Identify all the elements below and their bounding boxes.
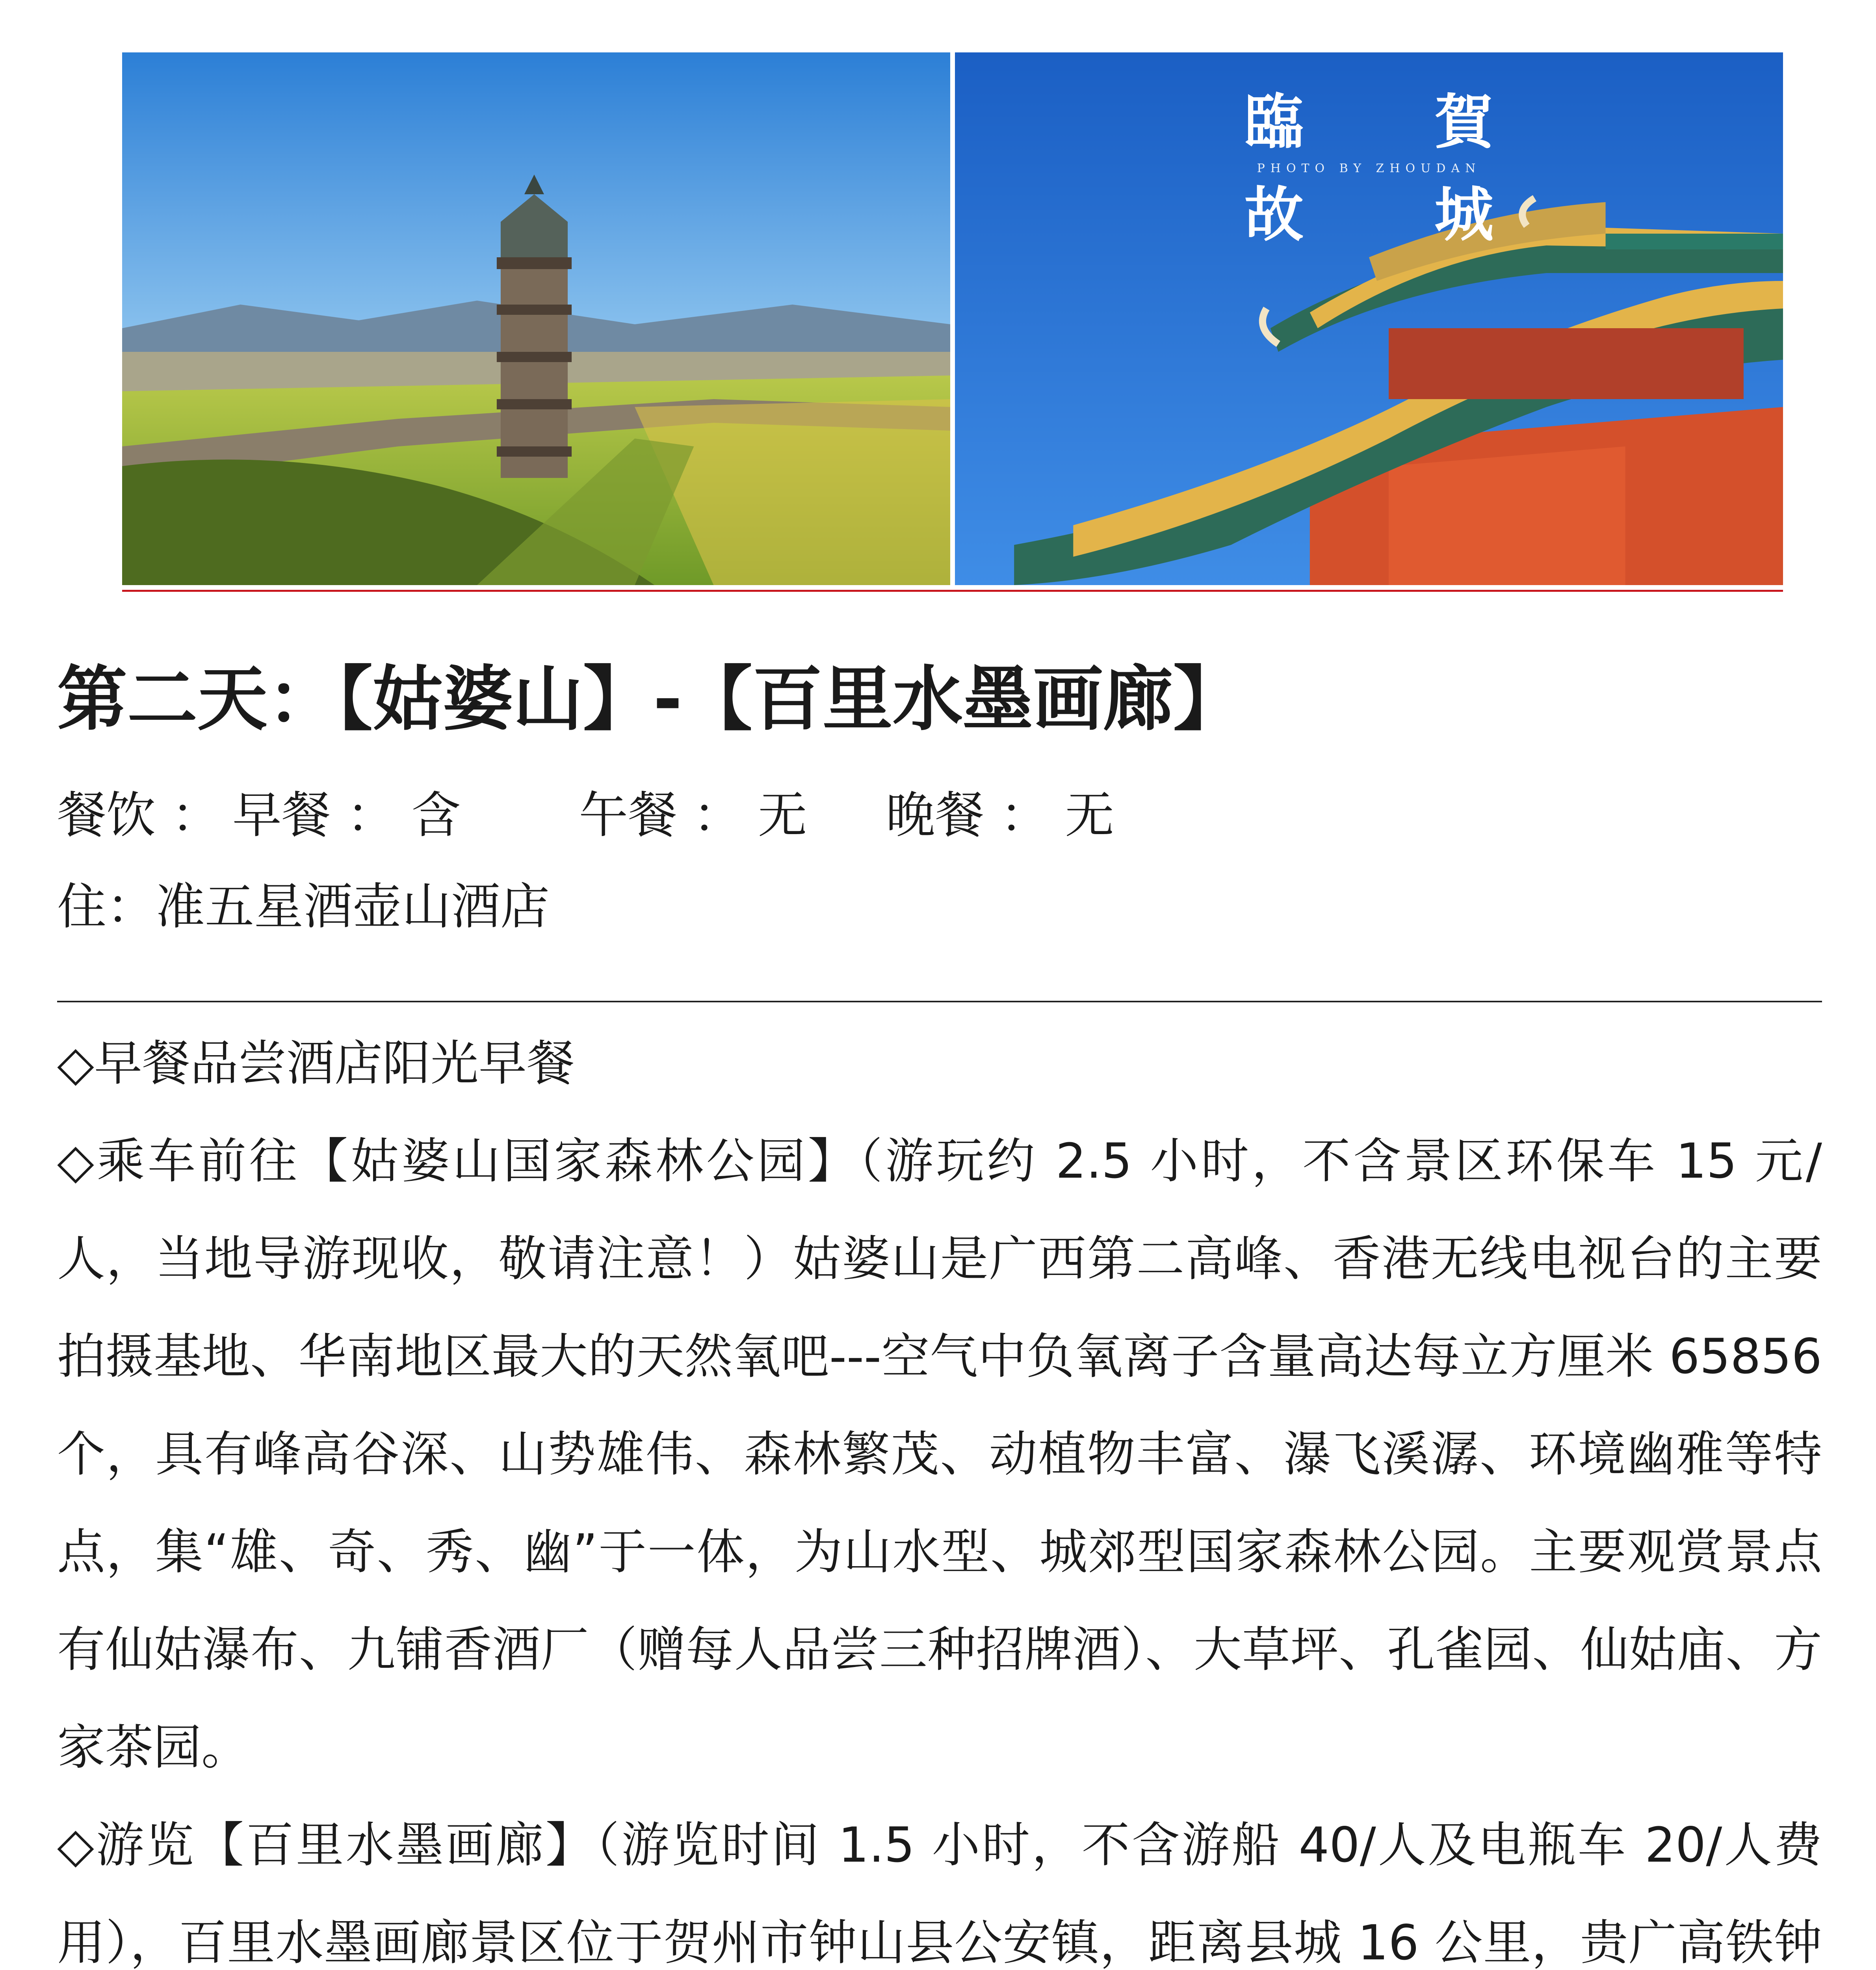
red-divider-line	[122, 590, 1783, 592]
meals-label: 餐饮 ：	[57, 787, 221, 844]
meal-lunch: 午餐 ： 无	[579, 787, 807, 844]
linhe-ancient-city-stamp	[1244, 87, 1549, 249]
itinerary-item-ink-gallery: ◇游览【百里水墨画廊】（游览时间 1.5 小时，不含游船 40/人及电瓶车 20/人费用），百里水墨画廊景区位于贺州市钟山县公安镇，距离县城 16 公里，贵广高铁钟	[57, 1817, 1822, 1970]
photo-strip	[122, 52, 1783, 585]
itinerary-body	[57, 1015, 1822, 1970]
photo-ancient-pagoda	[122, 52, 950, 585]
itinerary-item-breakfast: ◇早餐品尝酒店阳光早餐	[57, 1035, 575, 1091]
photo-linhe-ancient-city	[955, 52, 1783, 585]
accommodation: 住：准五星酒壶山酒店	[57, 878, 550, 935]
section-divider	[57, 1001, 1822, 1002]
stamp-line-3: 故 城	[1244, 180, 1549, 249]
day-title: 第二天：【姑婆山】-【百里水墨画廊】	[57, 658, 1243, 740]
meal-dinner: 晚餐 ： 无	[886, 787, 1114, 844]
meals-row	[57, 784, 1114, 847]
pagoda-landscape-image	[122, 52, 950, 585]
stamp-credit: PHOTO BY ZHOUDAN	[1257, 162, 1481, 175]
pagoda-icon	[497, 175, 572, 478]
stamp-line-1: 臨 賀	[1244, 87, 1549, 157]
itinerary-item-gupo-mountain: ◇乘车前往【姑婆山国家森林公园】（游玩约 2.5 小时，不含景区环保车 15 元/人，当地导游现收，敬请注意！）姑婆山是广西第二高峰、香港无线电视台的主要拍摄基地、华南地区最大的天然氧吧---空气中负氧离子含量高达每立方厘米 65856 个，具有峰高谷深、山势雄伟、森林繁茂、动植物丰富、瀑飞溪潺、环境幽雅等特点，集“雄、奇、秀、幽”于一体，为山水型、城郊型国家森林公园。主要观赏景点有仙姑瀑布、九铺香酒厂（赠每人品尝三种招牌酒）、大草坪、孔雀园、仙姑庙、方家茶园。	[57, 1133, 1822, 1775]
meal-breakfast: 早餐 ： 含	[232, 787, 461, 844]
